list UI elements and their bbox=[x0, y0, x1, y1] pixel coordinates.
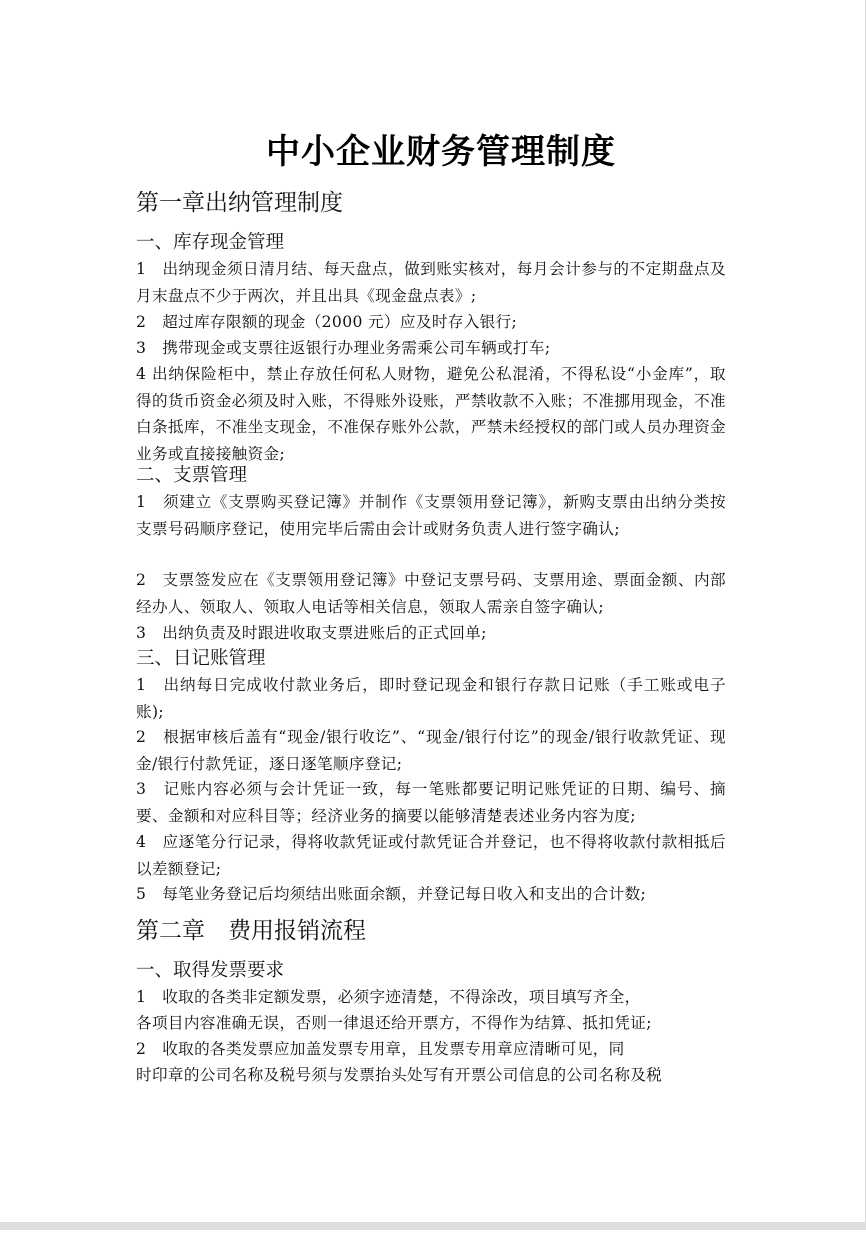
cheque-item-1: 1 须建立《支票购买登记簿》并制作《支票领用登记簿》，新购支票由出纳分类按支票号码顺序登记，使用完毕后需由会计或财务负责人进行签字确认; bbox=[136, 493, 726, 538]
invoice-item-2-line-1: 2 收取的各类发票应加盖发票专用章，且发票专用章应清晰可见，同 bbox=[136, 1040, 625, 1058]
journal-item-5: 5 每笔业务登记后均须结出账面余额，并登记每日收入和支出的合计数; bbox=[136, 885, 647, 903]
section-journal-heading: 三、日记账管理 bbox=[136, 648, 266, 669]
invoice-item-1-line-2: 各项目内容准确无误，否则一律退还给开票方，不得作为结算、抵扣凭证; bbox=[136, 1014, 652, 1032]
journal-item-3: 3 记账内容必须与会计凭证一致，每一笔账都要记明记账凭证的日期、编号、摘要、金额和对应科目等；经济业务的摘要以能够清楚表述业务内容为度; bbox=[136, 780, 726, 825]
invoice-item-1-line-1: 1 收取的各类非定额发票，必须字迹清楚，不得涂改，项目填写齐全， bbox=[136, 988, 641, 1006]
section-invoice-heading: 一、取得发票要求 bbox=[136, 960, 285, 981]
chapter-1-heading: 第一章出纳管理制度 bbox=[136, 190, 343, 216]
cheque-item-3: 3 出纳负责及时跟进收取支票进账后的正式回单; bbox=[136, 624, 487, 642]
cash-item-4: 4 出纳保险柜中，禁止存放任何私人财物，避免公私混淆，不得私设“小金库”，取得的货币资金必须及时入账，不得账外设账，严禁收款不入账；不准挪用现金，不准白条抵库，不准坐支现金，不准保存账外公款，严禁未经授权的部门或人员办理资金业务或直接接触资金; bbox=[136, 365, 726, 463]
page-separator bbox=[0, 1222, 866, 1230]
cash-item-2: 2 超过库存限额的现金（2000 元）应及时存入银行; bbox=[136, 313, 518, 331]
document-title: 中小企业财务管理制度 bbox=[266, 132, 616, 172]
next-page-edge bbox=[0, 1230, 866, 1241]
chapter-2-heading: 第二章 费用报销流程 bbox=[136, 918, 366, 944]
section-cheque-heading: 二、支票管理 bbox=[136, 465, 248, 486]
journal-item-1: 1 出纳每日完成收付款业务后，即时登记现金和银行存款日记账（手工账或电子账); bbox=[136, 676, 726, 721]
cash-item-1: 1 出纳现金须日清月结、每天盘点，做到账实核对，每月会计参与的不定期盘点及月末盘点不少于两次，并且出具《现金盘点表》; bbox=[136, 260, 726, 305]
section-cash-heading: 一、库存现金管理 bbox=[136, 232, 285, 253]
cheque-item-2: 2 支票签发应在《支票领用登记簿》中登记支票号码、支票用途、票面金额、内部经办人、领取人、领取人电话等相关信息，领取人需亲自签字确认; bbox=[136, 571, 726, 616]
journal-item-2: 2 根据审核后盖有“现金/银行收讫”、“现金/银行付讫”的现金/银行收款凭证、现金/银行付款凭证，逐日逐笔顺序登记; bbox=[136, 728, 726, 773]
journal-item-4: 4 应逐笔分行记录，得将收款凭证或付款凭证合并登记，也不得将收款付款相抵后以差额登记; bbox=[136, 833, 726, 878]
invoice-item-2-line-2: 时印章的公司名称及税号须与发票抬头处写有开票公司信息的公司名称及税 bbox=[136, 1066, 663, 1084]
cash-item-3: 3 携带现金或支票往返银行办理业务需乘公司车辆或打车; bbox=[136, 339, 551, 357]
